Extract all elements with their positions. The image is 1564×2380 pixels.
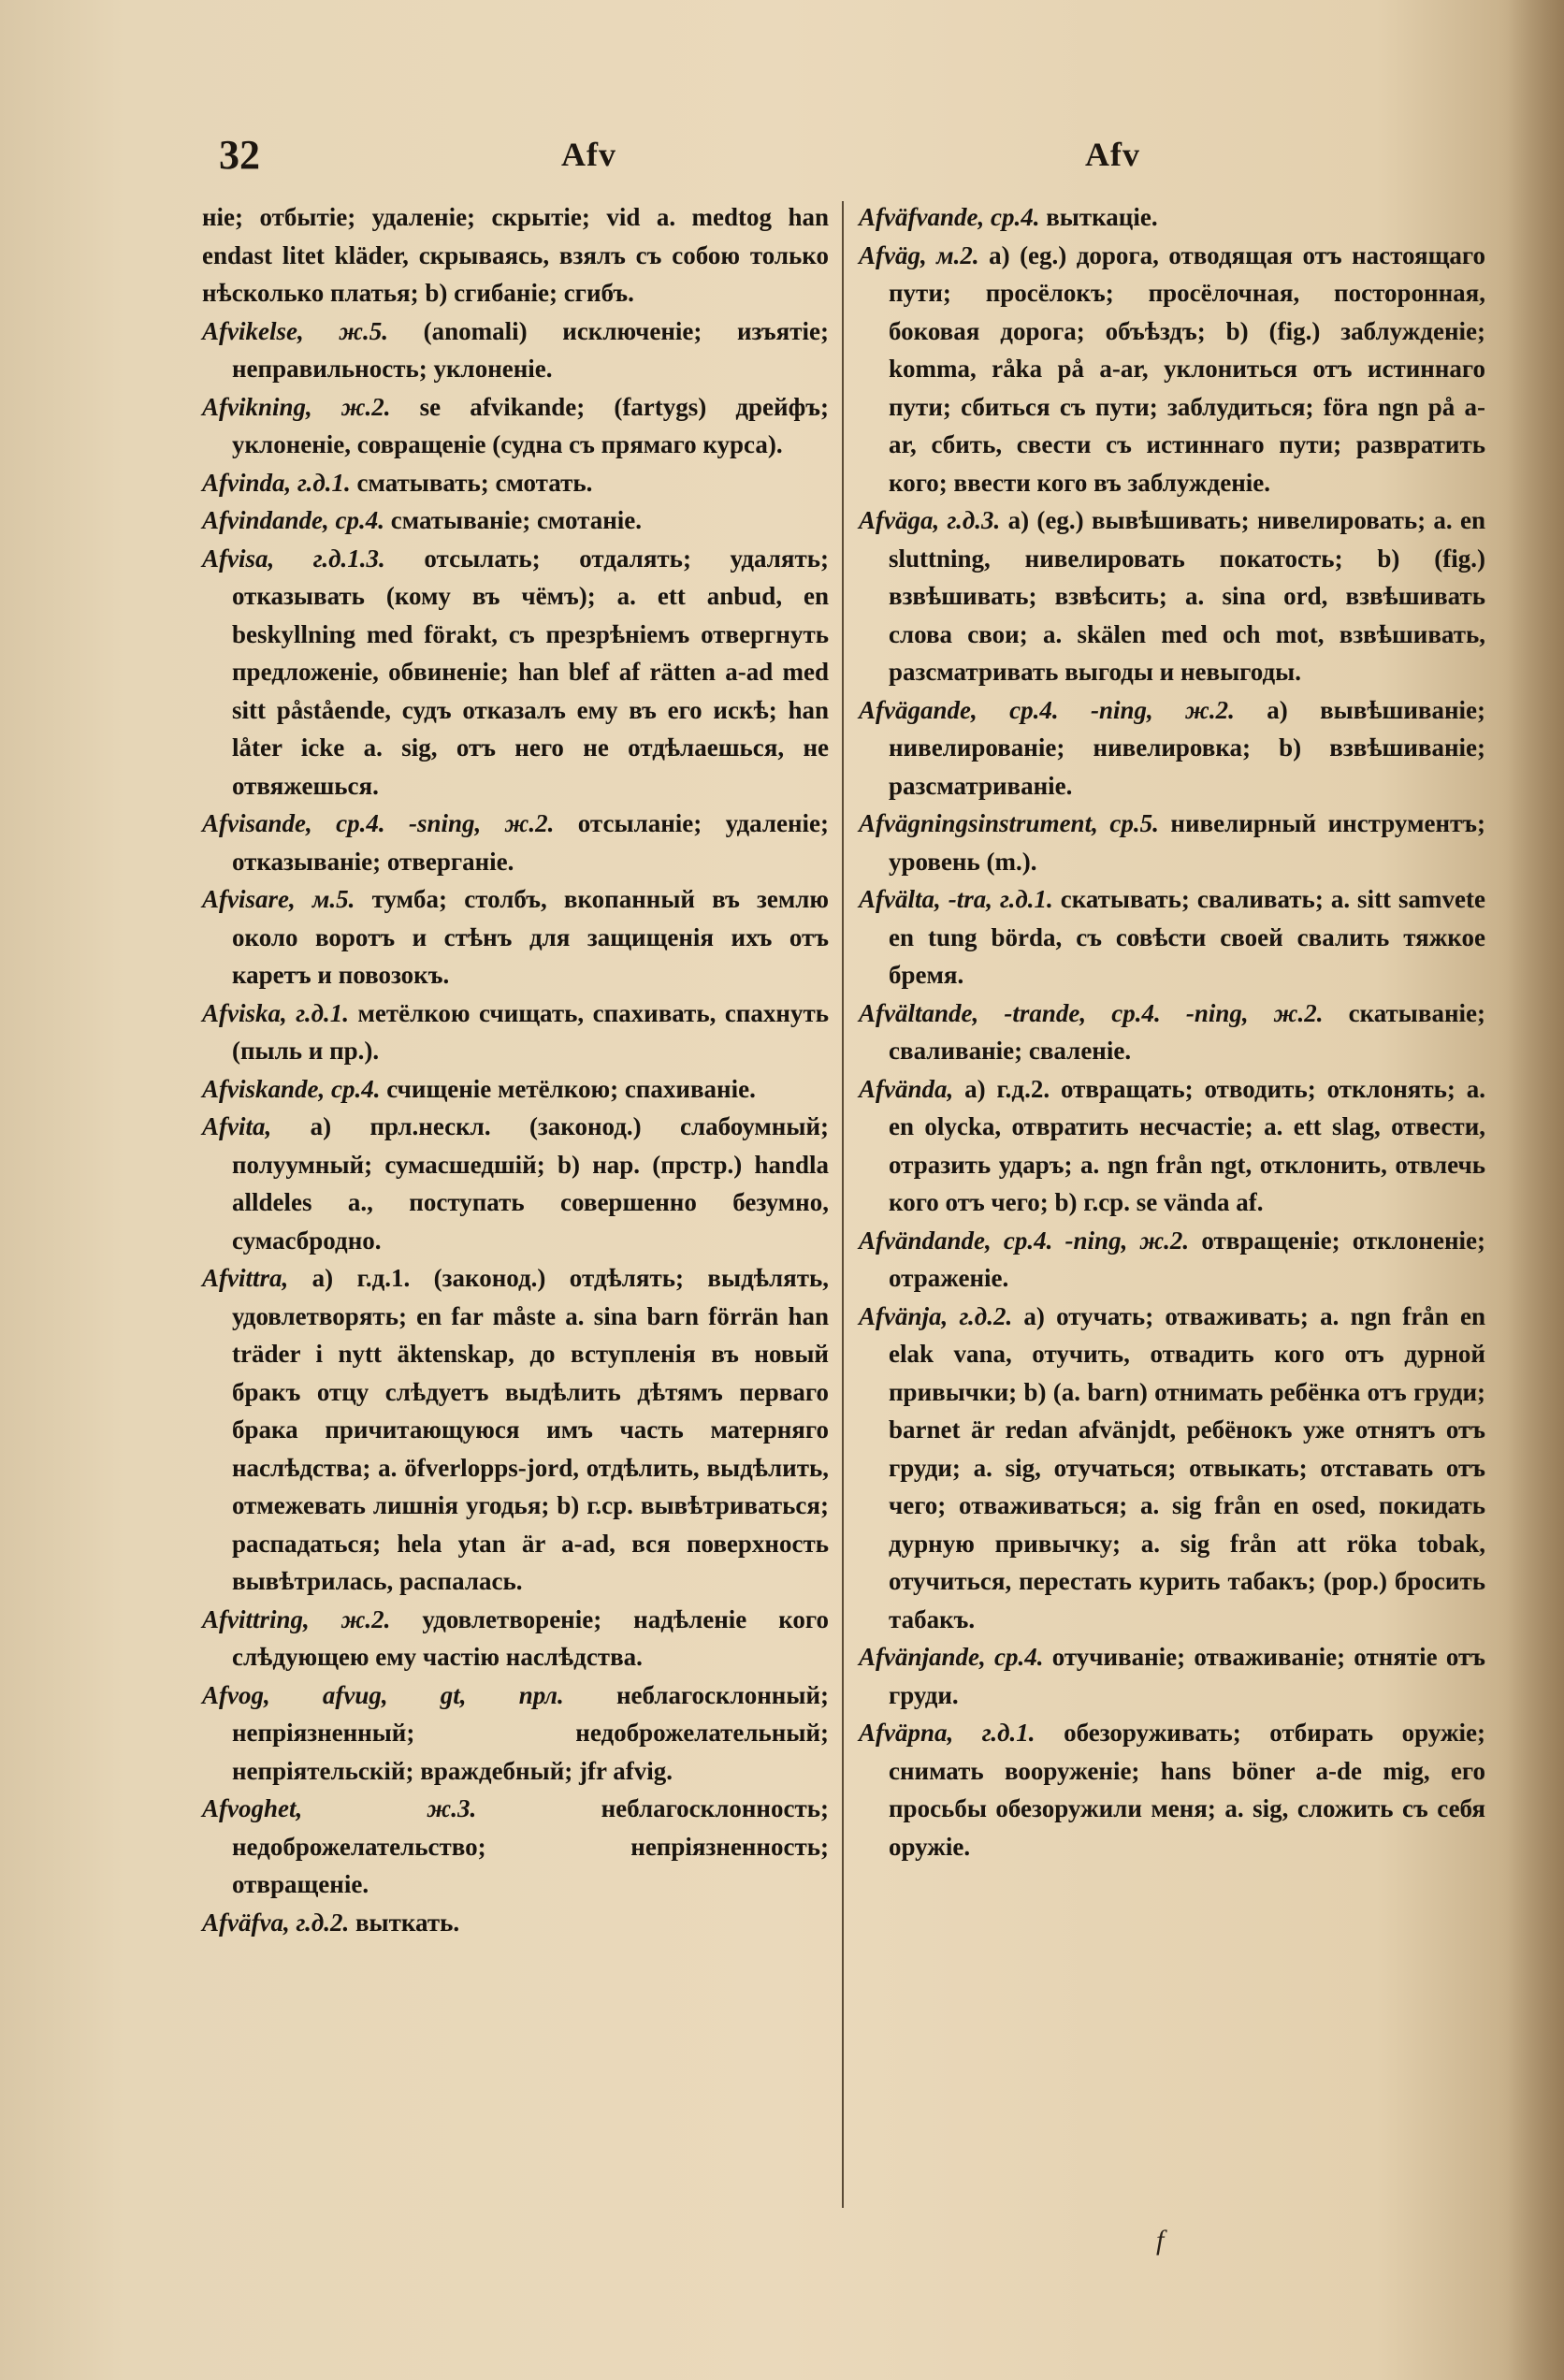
dictionary-entry bbox=[202, 388, 829, 464]
entry-headword: Afviska, г.д.1. bbox=[202, 998, 349, 1027]
entry-headword: Afvog, afvug, gt, прл. bbox=[202, 1680, 564, 1709]
dictionary-entry bbox=[202, 1904, 829, 1942]
entry-definition: нивелирный инструментъ; уровень (m.). bbox=[889, 809, 1486, 876]
entry-headword: Afvikelse, ж.5. bbox=[202, 316, 389, 345]
entry-definition: отучиваніе; отваживаніе; отнятіе отъ груди. bbox=[889, 1643, 1485, 1709]
entry-headword: Afvänja, г.д.2. bbox=[859, 1301, 1013, 1330]
entry-headword: Afvisande, ср.4. -sning, ж.2. bbox=[202, 809, 555, 837]
dictionary-entry bbox=[202, 994, 829, 1070]
signature-mark: f bbox=[1156, 2225, 1165, 2256]
dictionary-entry bbox=[859, 198, 1485, 237]
entry-definition: удовлетвореніе; надѣленіе кого слѣдующею ему частію наслѣдства. bbox=[232, 1604, 829, 1671]
dictionary-entry bbox=[202, 1259, 829, 1601]
entry-definition: a) г.д.2. отвращать; отводить; отклонять; a. en olycka, отвратить несчастіе; a. ett slag, отвести, отразить ударъ; a. ngn från ngt, отклонить, отвлечь кого отъ чего; b) г.ср. se vända af. bbox=[889, 1074, 1485, 1216]
entry-definition: неблагосклонный; непріязненный; недоброжелательный; непріятельскій; враждебный; jfr afvig. bbox=[232, 1680, 829, 1785]
entry-definition: отсылать; отдалять; удалять; отказывать (кому въ чёмъ); a. ett anbud, en beskyllning med förakt, съ презрѣніемъ отвергнуть предложеніе, обвиненіе; han blef af rätten a-ad med sitt påstående, судъ отказалъ ему въ его искѣ; han låter icke a. sig, отъ него не отдѣлаешься, не отвяжешься. bbox=[232, 544, 829, 800]
entry-definition: скатываніе; сваливаніе; сваленіе. bbox=[889, 998, 1485, 1065]
entry-definition: отсыланіе; удаленіе; отказываніе; отверганіе. bbox=[232, 809, 830, 876]
guide-word-right: Afv bbox=[1085, 136, 1140, 173]
entry-headword: Afvälta, -tra, г.д.1. bbox=[859, 885, 1053, 913]
entry-definition: выткаціе. bbox=[1039, 203, 1158, 231]
entry-headword: Afvikning, ж.2. bbox=[202, 392, 391, 421]
entry-headword: Afväfvande, ср.4. bbox=[859, 203, 1040, 231]
entry-headword: Afväg, м.2. bbox=[859, 240, 979, 269]
entry-headword: Afvindande, ср.4. bbox=[202, 506, 384, 534]
entry-definition: выткать. bbox=[349, 1908, 460, 1937]
entry-definition: se afvikande; (fartygs) дрейфъ; уклоненіе, совращеніе (судна съ прямаго курса). bbox=[232, 392, 829, 458]
dictionary-entry bbox=[202, 880, 829, 994]
dictionary-entry bbox=[202, 464, 829, 502]
entry-headword: Afvältande, -trande, ср.4. -ning, ж.2. bbox=[859, 998, 1324, 1027]
dictionary-entry bbox=[202, 1108, 829, 1259]
entry-definition: отвращеніе; отклоненіе; отраженіе. bbox=[889, 1226, 1485, 1292]
entry-definition: неблагосклонность; недоброжелательство; непріязненность; отвращеніе. bbox=[232, 1794, 829, 1898]
running-header bbox=[0, 131, 1564, 187]
entry-headword: Afvänjande, ср.4. bbox=[859, 1643, 1044, 1671]
entry-headword: Afvinda, г.д.1. bbox=[202, 468, 351, 497]
entry-definition: a) г.д.1. (законод.) отдѣлять; выдѣлять, удовлетворять; en far måste a. sina barn förrän han träder i nytt äktenskap, до вступленія въ новый бракъ отцу слѣдуетъ выдѣлить дѣтямъ перваго брака причитающуюся имъ часть матерняго наслѣдства; a. öfverlopps-jord, отдѣлить, выдѣлить, отмежевать лишнія угодья; b) г.ср. вывѣтриваться; распадаться; hela ytan är a-ad, вся поверхность вывѣтрилась, распалась. bbox=[232, 1264, 829, 1595]
entry-definition: сматывать; смотать. bbox=[350, 468, 593, 497]
dictionary-entry bbox=[202, 540, 829, 805]
dictionary-entry bbox=[202, 312, 829, 388]
entry-definition: a) (eg.) дорога, отводящая отъ настоящаго пути; просёлокъ; просёлочная, посторонная, боковая дорога; объѣздъ; b) (fig.) заблужденіе; komma, råka på a-ar, уклониться отъ истиннаго пути; сбиться съ пути; заблудиться; föra ngn på a-ar, сбить, свести съ истиннаго пути; развратить кого; ввести кого въ заблужденіе. bbox=[889, 240, 1485, 497]
entry-headword: Afvändande, ср.4. -ning, ж.2. bbox=[859, 1226, 1190, 1255]
entry-headword: Afvita, bbox=[202, 1112, 272, 1140]
entry-headword: Afvoghet, ж.3. bbox=[202, 1794, 477, 1822]
dictionary-entry bbox=[859, 1070, 1485, 1222]
page-number: 32 bbox=[219, 132, 260, 178]
dictionary-entry bbox=[859, 237, 1485, 502]
entry-headword: Afviskande, ср.4. bbox=[202, 1074, 381, 1103]
dictionary-entry bbox=[859, 994, 1485, 1070]
dictionary-entry bbox=[202, 501, 829, 540]
dictionary-entry bbox=[859, 805, 1485, 880]
dictionary-entry bbox=[202, 1601, 829, 1676]
entry-headword: Afvittring, ж.2. bbox=[202, 1604, 391, 1633]
entry-headword: Afvittra, bbox=[202, 1264, 289, 1292]
dictionary-entry bbox=[202, 1676, 829, 1791]
entry-headword: Afvägningsinstrument, ср.5. bbox=[859, 809, 1159, 837]
entry-definition: ніе; отбытіе; удаленіе; скрытіе; vid a. medtog han endast litet kläder, скрываясь, взялъ съ собою только нѣсколько платья; b) сгибаніе; сгибъ. bbox=[202, 203, 829, 307]
entry-definition: a) прл.нескл. (законод.) слабоумный; полуумный; сумасшедшій; b) нар. (прстр.) handla alldeles a., поступать совершенно безумно, сумасбродно. bbox=[232, 1112, 829, 1255]
dictionary-entry bbox=[859, 1222, 1485, 1298]
left-column bbox=[202, 198, 829, 1941]
entry-definition: a) вывѣшиваніе; нивелированіе; нивелировка; b) взвѣшиваніе; разсматриваніе. bbox=[889, 695, 1486, 800]
entry-headword: Afväfva, г.д.2. bbox=[202, 1908, 350, 1937]
entry-headword: Afväga, г.д.3. bbox=[859, 506, 1001, 534]
dictionary-entry bbox=[202, 805, 829, 880]
entry-definition: счищеніе метёлкою; спахиваніе. bbox=[380, 1074, 756, 1103]
entry-definition: тумба; столбъ, вкопанный въ землю около воротъ и стѣнъ для защищенія ихъ отъ каретъ и повозокъ. bbox=[232, 885, 829, 989]
entry-definition: a) (eg.) вывѣшивать; нивелировать; a. en sluttning, нивелировать покатость; b) (fig.) взвѣшивать; взвѣсить; a. sina ord, взвѣшивать слова свои; a. skälen med och mot, взвѣшивать, разсматривать выгоды и невыгоды. bbox=[889, 506, 1485, 686]
guide-word-left: Afv bbox=[561, 136, 616, 173]
dictionary-entry bbox=[859, 691, 1485, 805]
dictionary-entry bbox=[859, 1298, 1485, 1639]
dictionary-entry bbox=[202, 1790, 829, 1904]
entry-headword: Afvisare, м.5. bbox=[202, 885, 355, 913]
dictionary-entry bbox=[859, 1714, 1485, 1865]
entry-definition: скатывать; сваливать; a. sitt samvete en tung börda, съ совѣсти своей свалить тяжкое бремя. bbox=[889, 885, 1485, 989]
column-divider bbox=[842, 201, 844, 2208]
entry-headword: Afväpna, г.д.1. bbox=[859, 1719, 1035, 1747]
entry-headword: Afvisa, г.д.1.3. bbox=[202, 544, 385, 573]
entry-definition: обезоруживать; отбирать оружіе; снимать вооруженіе; hans böner a-de mig, его просьбы обезоружили меня; a. sig, сложить съ себя оружіе. bbox=[889, 1719, 1485, 1861]
entry-definition: метёлкою счищать, спахивать, спахнуть (пыль и пр.). bbox=[232, 998, 830, 1065]
entry-definition: сматываніе; смотаніе. bbox=[384, 506, 642, 534]
dictionary-entry bbox=[202, 1070, 829, 1109]
entry-headword: Afvända, bbox=[859, 1074, 954, 1103]
dictionary-entry bbox=[202, 198, 829, 312]
dictionary-entry bbox=[859, 880, 1485, 994]
entry-headword: Afvägande, ср.4. -ning, ж.2. bbox=[859, 695, 1235, 724]
dictionary-entry bbox=[859, 1638, 1485, 1714]
right-column bbox=[859, 198, 1485, 1865]
dictionary-entry bbox=[859, 501, 1485, 691]
entry-definition: a) отучать; отваживать; a. ngn från en elak vana, отучить, отвадить кого отъ дурной привычки; b) (a. barn) отнимать ребёнка отъ груди; barnet är redan afvänjdt, ребёнокъ уже отнятъ отъ груди; a. sig, отучаться; отвыкать; отставать отъ чего; отваживаться; a. sig från en osed, покидать дурную привычку; a. sig från att röka tobak, отучиться, перестать курить табакъ; (рор.) бросить табакъ. bbox=[889, 1301, 1485, 1633]
entry-definition: (anomali) исключеніе; изъятіе; неправильность; уклоненіе. bbox=[232, 316, 830, 383]
